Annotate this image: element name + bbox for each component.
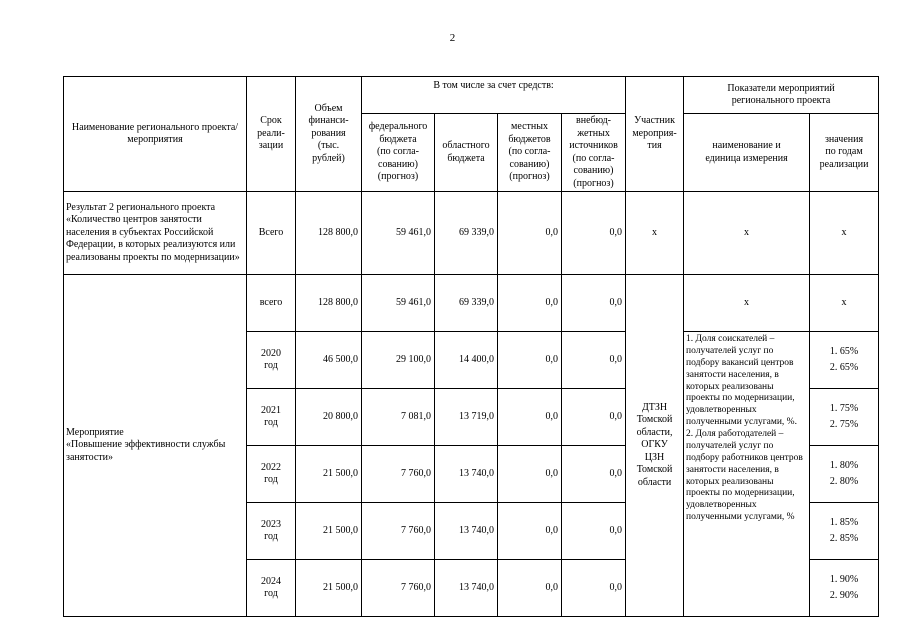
header-regional: областного бюджета — [435, 114, 498, 192]
measure-extra: 0,0 — [562, 503, 626, 560]
header-row-1 — [64, 77, 879, 114]
measure-extra: 0,0 — [562, 560, 626, 617]
header-participant: Участник мероприя- тия — [626, 77, 684, 192]
indicator-value-1: 1. 65% — [829, 346, 859, 357]
header-indicators: Показатели мероприятий регионального проекта — [684, 77, 879, 114]
result-ind-values: х — [810, 192, 879, 275]
measure-local: 0,0 — [498, 332, 562, 389]
page-number: 2 — [449, 32, 456, 44]
header-ind-values: значения по годам реализации — [810, 114, 879, 192]
measure-term: 2022 год — [247, 446, 296, 503]
result-volume: 128 800,0 — [296, 192, 362, 275]
result-name: Результат 2 регионального проекта «Количество центров занятости населения в субъектах Российской Федерации, в которых реализуются или реализованы проекты по модернизации» — [64, 192, 247, 275]
result-row — [64, 192, 879, 275]
measure-federal: 7 760,0 — [362, 446, 435, 503]
measure-participant: ДТЗН Томской области, ОГКУ ЦЗН Томской области — [626, 275, 684, 617]
measure-federal: 7 081,0 — [362, 389, 435, 446]
measure-volume: 128 800,0 — [296, 275, 362, 332]
indicator-value-1: 1. 75% — [829, 403, 859, 414]
measure-regional: 13 740,0 — [435, 560, 498, 617]
measure-ind-values — [810, 560, 879, 617]
measure-extra: 0,0 — [562, 332, 626, 389]
project-table — [63, 76, 879, 617]
measure-ind-values — [810, 503, 879, 560]
measure-ind-values — [810, 332, 879, 389]
indicator-value-2: 2. 90% — [829, 589, 859, 601]
indicator-value-1: 1. 85% — [829, 517, 859, 528]
indicator-value-1: 1. 80% — [829, 460, 859, 471]
result-federal: 59 461,0 — [362, 192, 435, 275]
measure-volume: 46 500,0 — [296, 332, 362, 389]
measure-federal: 7 760,0 — [362, 503, 435, 560]
measure-federal: 59 461,0 — [362, 275, 435, 332]
measure-ind-name: х — [684, 275, 810, 332]
measure-regional: 13 740,0 — [435, 446, 498, 503]
measure-term: 2021 год — [247, 389, 296, 446]
measure-federal: 7 760,0 — [362, 560, 435, 617]
measure-row-total — [64, 275, 879, 332]
result-term: Всего — [247, 192, 296, 275]
header-extra: внебюд- жетных источников (по согла- сованию) (прогноз) — [562, 114, 626, 192]
measure-extra: 0,0 — [562, 446, 626, 503]
header-name: Наименование регионального проекта/мероприятия — [64, 77, 247, 192]
result-ind-name: х — [684, 192, 810, 275]
header-including: В том числе за счет средств: — [362, 77, 626, 114]
measure-term: 2020 год — [247, 332, 296, 389]
measure-regional: 14 400,0 — [435, 332, 498, 389]
indicator-value-1: 1. 90% — [829, 574, 859, 585]
result-local: 0,0 — [498, 192, 562, 275]
measure-volume: 21 500,0 — [296, 446, 362, 503]
result-extra: 0,0 — [562, 192, 626, 275]
header-ind-name: наименование и единица измерения — [684, 114, 810, 192]
measure-volume: 21 500,0 — [296, 560, 362, 617]
measure-ind-value-total: х — [810, 275, 879, 332]
indicator-value-2: 2. 65% — [829, 361, 859, 373]
measure-term: всего — [247, 275, 296, 332]
measure-term: 2024 год — [247, 560, 296, 617]
measure-regional: 13 719,0 — [435, 389, 498, 446]
measure-local: 0,0 — [498, 389, 562, 446]
header-federal: федерального бюджета (по согла- сованию) (прогноз) — [362, 114, 435, 192]
indicator-value-2: 2. 80% — [829, 475, 859, 487]
result-participant: х — [626, 192, 684, 275]
measure-federal: 29 100,0 — [362, 332, 435, 389]
measure-term: 2023 год — [247, 503, 296, 560]
measure-volume: 21 500,0 — [296, 503, 362, 560]
indicator-value-2: 2. 85% — [829, 532, 859, 544]
indicator-value-2: 2. 75% — [829, 418, 859, 430]
measure-indicators-text: 1. Доля соискателей – получателей услуг по подбору вакансий центров занятости населения, в которых реализованы проекты по модернизации, удовлетворенных полученными услугами, %. 2. Доля работодателей – получателей услуг по подбору работников центров занятости населения, в которых реализованы проекты по модернизации, удовлетворенных полученными услугами, % — [684, 332, 810, 617]
measure-extra: 0,0 — [562, 389, 626, 446]
measure-extra: 0,0 — [562, 275, 626, 332]
measure-local: 0,0 — [498, 503, 562, 560]
measure-ind-values — [810, 389, 879, 446]
header-local: местных бюджетов (по согла- сованию) (прогноз) — [498, 114, 562, 192]
measure-regional: 13 740,0 — [435, 503, 498, 560]
header-volume: Объем финанси- рования (тыс. рублей) — [296, 77, 362, 192]
measure-local: 0,0 — [498, 446, 562, 503]
measure-regional: 69 339,0 — [435, 275, 498, 332]
measure-volume: 20 800,0 — [296, 389, 362, 446]
measure-ind-values — [810, 446, 879, 503]
result-regional: 69 339,0 — [435, 192, 498, 275]
measure-local: 0,0 — [498, 560, 562, 617]
measure-local: 0,0 — [498, 275, 562, 332]
header-term: Срок реали- зации — [247, 77, 296, 192]
measure-name: Мероприятие «Повышение эффективности службы занятости» — [64, 275, 247, 617]
